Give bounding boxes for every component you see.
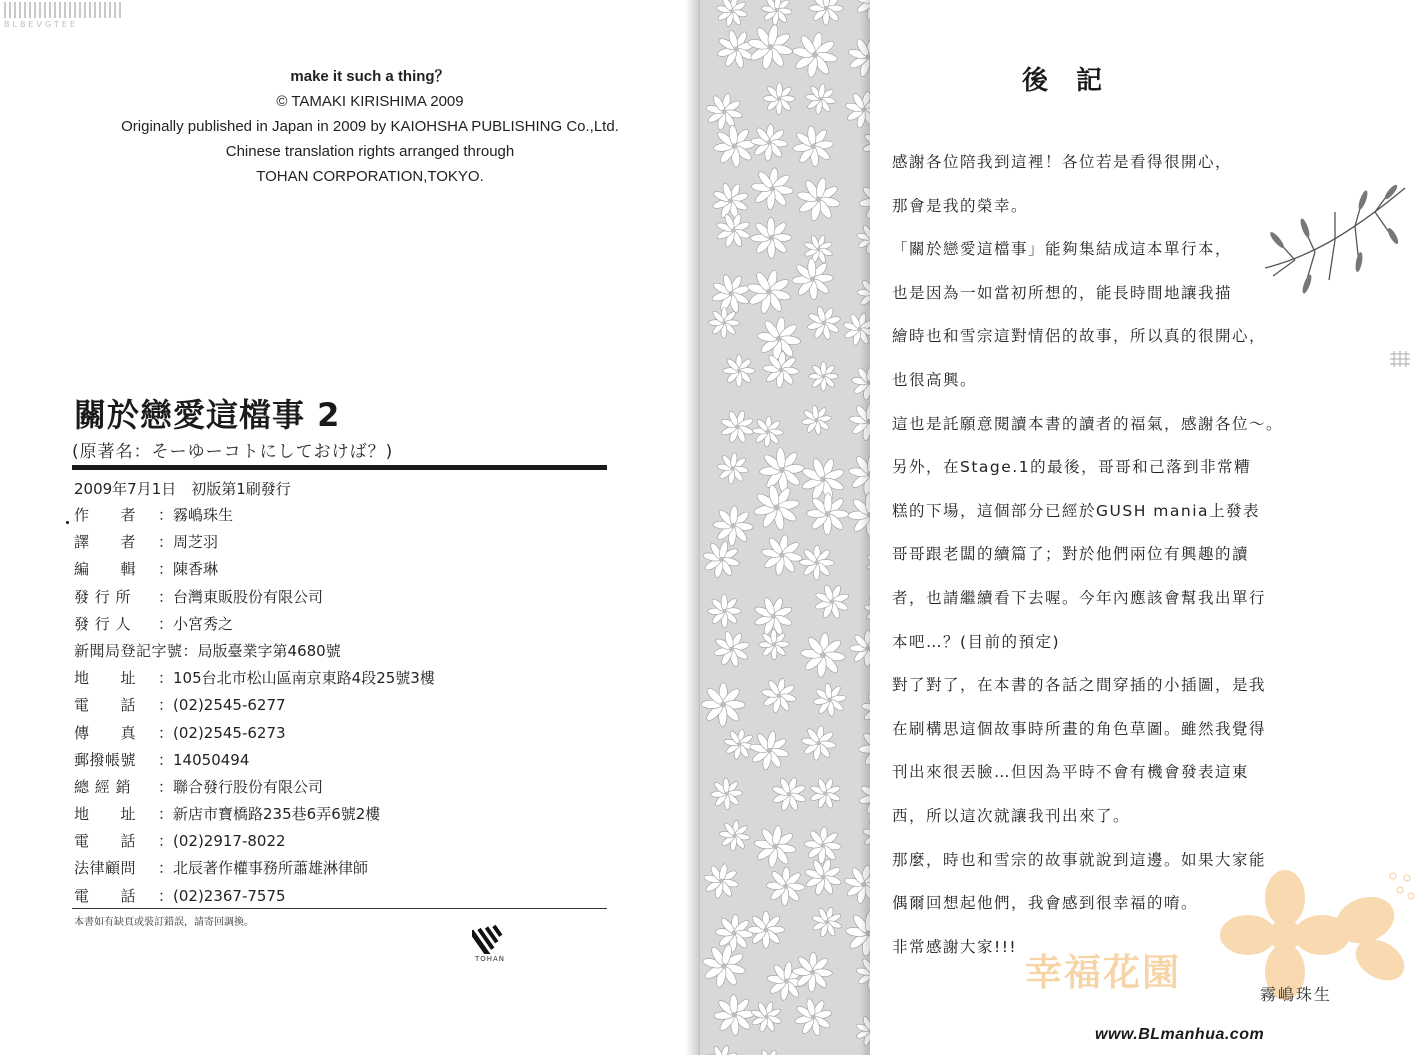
afterword-line: 西，所以這次就讓我刊出來了。 — [892, 806, 1131, 825]
credit-separator: ： — [158, 696, 174, 715]
credit-row — [74, 692, 614, 719]
tohan-logo-icon — [472, 918, 508, 954]
copyright-line: TOHAN CORPORATION,TOKYO. — [256, 168, 484, 185]
credit-separator: ： — [182, 641, 198, 660]
copyright-line: © TAMAKI KIRISHIMA 2009 — [276, 93, 464, 110]
credit-label: 法律顧問 — [74, 859, 137, 878]
credit-label: 電 話 — [74, 832, 137, 851]
credits-list — [74, 502, 614, 910]
credit-label: 電 話 — [74, 696, 137, 715]
afterword-line: 另外，在Stage.1的最後，哥哥和己落到非常糟 — [892, 458, 1252, 477]
afterword-line: 繪時也和雪宗這對情侶的故事，所以真的很開心， — [892, 327, 1267, 346]
scribble-mark-icon — [1388, 350, 1412, 368]
credit-separator: ： — [158, 723, 174, 742]
barcode-icon — [4, 2, 121, 18]
credit-label: 總 經 銷 — [74, 777, 132, 796]
credit-row — [74, 502, 614, 529]
credit-separator: ： — [158, 886, 174, 905]
leaf-sprig-icon — [1255, 168, 1415, 328]
floral-pattern-strip — [700, 0, 870, 1055]
copyright-line: Originally published in Japan in 2009 by KAIOHSHA PUBLISHING Co.,Ltd. — [121, 118, 619, 135]
afterword-line: 偶爾回想起他們，我會感到很幸福的唷。 — [892, 894, 1199, 913]
afterword-line: 糕的下場，這個部分已經於GUSH mania上發表 — [892, 501, 1261, 520]
credit-separator: ： — [158, 560, 174, 579]
ink-dot — [66, 521, 69, 524]
credit-row — [74, 638, 614, 665]
spine-shadow — [685, 0, 700, 1055]
afterword-line: 這也是託願意閱讀本書的讀者的福氣，感謝各位～。 — [892, 414, 1284, 433]
credit-value: 周芝羽 — [173, 533, 219, 552]
credit-label: 地 址 — [74, 805, 137, 824]
watermark-chinese: 幸福花園 — [1025, 951, 1181, 994]
credit-separator: ： — [158, 805, 174, 824]
credit-label: 電 話 — [74, 886, 137, 905]
afterword-line: 「關於戀愛這檔事」能夠集結成這本單行本， — [892, 240, 1233, 259]
title-divider — [72, 465, 607, 470]
credit-value: 陳香琳 — [173, 560, 219, 579]
credit-separator: ： — [158, 614, 174, 633]
credit-label: 作 者 — [74, 506, 137, 524]
credit-row — [74, 747, 614, 774]
credit-label: 傳 真 — [74, 723, 137, 742]
copyright-block — [60, 64, 680, 189]
credit-row — [74, 774, 614, 801]
english-title: make it such a thing？ — [290, 68, 450, 85]
right-page-afterword — [700, 0, 1420, 1055]
afterword-line: 刊出來很丟臉…但因為平時不會有機會發表這東 — [892, 763, 1250, 782]
defect-notice: 本書如有缺頁或裝訂錯誤，請寄回調換。 — [74, 917, 254, 928]
flower-pattern-icon — [700, 0, 870, 1055]
site-url: www.BLmanhua.com — [1095, 1026, 1265, 1043]
afterword-line: 那麼，時也和雪宗的故事就說到這邊。如果大家能 — [892, 850, 1267, 869]
credit-label: 譯 者 — [74, 533, 137, 552]
credit-value: 霧嶋珠生 — [173, 506, 234, 524]
publisher-logo — [468, 918, 512, 966]
credit-value: 台灣東販股份有限公司 — [173, 587, 324, 606]
credit-label: 發 行 所 — [74, 587, 132, 606]
credit-value: 小宮秀之 — [173, 614, 234, 633]
credit-separator: ： — [158, 506, 174, 524]
credit-value: (02)2917-8022 — [173, 832, 286, 851]
afterword-line: 哥哥跟老闆的續篇了；對於他們兩位有興趣的讀 — [892, 545, 1250, 564]
credit-separator: ： — [158, 587, 174, 606]
credit-row — [74, 665, 614, 692]
afterword-title: 後記 — [1022, 66, 1131, 96]
credit-separator: ： — [158, 832, 174, 851]
book-title: 關於戀愛這檔事 2 — [74, 396, 341, 434]
copyright-line: Chinese translation rights arranged through — [225, 143, 515, 160]
credit-value: 105台北市松山區南京東路4段25號3樓 — [173, 669, 435, 688]
credit-value: (02)2545-6273 — [173, 723, 286, 742]
afterword-line: 也是因為一如當初所想的，能長時間地讓我描 — [892, 283, 1233, 302]
strip-edge-shadow — [860, 0, 870, 1055]
afterword-line: 者，也請繼續看下去喔。今年內應該會幫我出單行 — [892, 588, 1267, 607]
credit-value: 新店市寶橋路235巷6弄6號2樓 — [173, 805, 381, 824]
credit-row — [74, 556, 614, 583]
credit-label: 編 輯 — [74, 560, 137, 579]
afterword-line: 在刷構思這個故事時所畫的角色草圖。雖然我覺得 — [892, 719, 1267, 738]
afterword-line: 感謝各位陪我到這裡！各位若是看得很開心， — [892, 153, 1233, 171]
credit-value: (02)2545-6277 — [173, 696, 286, 715]
credit-row — [74, 883, 614, 910]
credit-separator: ： — [158, 859, 174, 878]
afterword-line: 非常感謝大家!!! — [892, 937, 1018, 956]
credit-row — [74, 855, 614, 882]
afterword-line: 那會是我的榮幸。 — [892, 196, 1029, 215]
credit-value: 聯合發行股份有限公司 — [173, 777, 324, 796]
credit-row — [74, 584, 614, 611]
author-signature: 霧嶋珠生 — [1260, 985, 1333, 1004]
credit-row — [74, 828, 614, 855]
credit-label: 新聞局登記字號 — [74, 641, 183, 660]
afterword-line: 本吧…？(目前的預定) — [892, 632, 1061, 651]
credit-label: 發 行 人 — [74, 614, 132, 633]
credit-value: 14050494 — [173, 750, 250, 769]
credit-row — [74, 801, 614, 828]
credit-value: (02)2367-7575 — [173, 886, 286, 905]
left-page-colophon — [0, 0, 700, 1055]
corner-mark-text: BLBEVGTEE — [4, 20, 78, 29]
credit-separator: ： — [158, 777, 174, 796]
afterword-line: 也很高興。 — [892, 370, 978, 389]
credit-label: 地 址 — [74, 669, 137, 688]
original-title: (原著名：そーゆーコトにしておけば？) — [72, 442, 394, 462]
afterword-line: 對了對了，在本書的各話之間穿插的小插圖，是我 — [892, 676, 1267, 695]
credit-label: 郵撥帳號 — [74, 750, 137, 769]
credit-row — [74, 529, 614, 556]
credit-row — [74, 720, 614, 747]
credit-row — [74, 611, 614, 638]
credit-separator: ： — [158, 750, 174, 769]
afterword-text — [892, 148, 1312, 976]
credit-separator: ： — [158, 533, 174, 552]
edition-info: 2009年7月1日 初版第1刷發行 — [74, 480, 291, 498]
corner-mark — [0, 0, 135, 28]
publisher-logo-text: TOHAN — [474, 955, 506, 963]
credit-separator: ： — [158, 669, 174, 688]
credit-value: 局版臺業字第4680號 — [197, 641, 341, 660]
footer-divider — [72, 908, 607, 909]
credit-value: 北辰著作權事務所蕭雄淋律師 — [173, 859, 369, 878]
